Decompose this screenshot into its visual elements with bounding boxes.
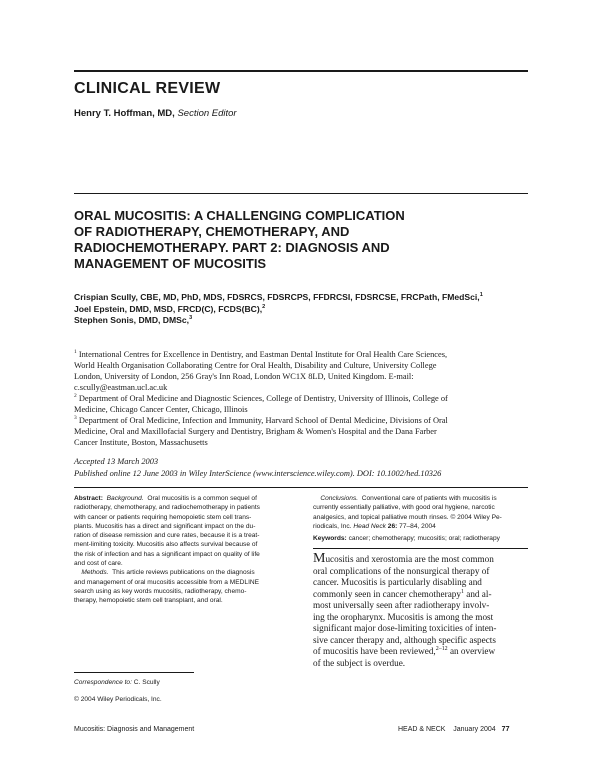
header-rule-top bbox=[74, 70, 528, 72]
reference-marker[interactable]: 2–12 bbox=[435, 646, 448, 653]
body-line-text: commonly seen in cancer chemotherapy bbox=[313, 588, 461, 599]
affil-marker: 3 bbox=[74, 415, 77, 422]
title-line: RADIOCHEMOTHERAPY. PART 2: DIAGNOSIS AND bbox=[74, 240, 390, 255]
abstract-line: search using as key words mucositis, radiotherapy, chemo- bbox=[74, 587, 247, 595]
abstract bbox=[74, 494, 295, 606]
body-line-text: ucositis and xerostomia are the most common bbox=[325, 554, 494, 564]
affiliation-line bbox=[74, 393, 534, 404]
abstract-conclusions bbox=[313, 494, 528, 531]
body-line: ing the oropharynx. Mucositis is among the most bbox=[313, 611, 494, 622]
affiliation-line: Medicine, Oral and Maxillofacial Surgery and Dentistry, Brigham & Women's Hospital and the Dana Farber bbox=[74, 427, 437, 436]
body-text bbox=[313, 553, 528, 669]
affiliation-text: International Centres for Excellence in Dentistry, and Eastman Dental Institute for Oral Health Care Sciences, bbox=[78, 350, 448, 359]
background-label: Background. bbox=[106, 495, 144, 502]
running-footer-title: Mucositis: Diagnosis and Management bbox=[74, 726, 195, 733]
title-line: OF RADIOTHERAPY, CHEMOTHERAPY, AND bbox=[74, 224, 350, 239]
title-line: MANAGEMENT OF MUCOSITIS bbox=[74, 256, 267, 271]
methods-text: This article reviews publications on the diagnosis bbox=[112, 569, 255, 577]
affiliation-line: Cancer Institute, Boston, Massachusetts bbox=[74, 438, 208, 447]
abstract-line: therapy, hemopoietic stem cell transplant, and oral. bbox=[74, 597, 223, 605]
affil-marker: 2 bbox=[74, 393, 77, 400]
citation-journal: Head Neck bbox=[353, 522, 386, 530]
editor-name: Henry T. Hoffman, MD, bbox=[74, 108, 175, 119]
author-name: Stephen Sonis, DMD, DMSc, bbox=[74, 315, 190, 325]
body-line-text: of mucositis have been reviewed, bbox=[313, 646, 436, 657]
author-name: Joel Epstein, DMD, MSD, FRCD(C), FCDS(BC), bbox=[74, 303, 263, 314]
affiliation-line: Medicine, Chicago Cancer Center, Chicago, Illinois bbox=[74, 405, 248, 414]
section-heading: CLINICAL REVIEW bbox=[74, 80, 221, 97]
author-name: Crispian Scully, CBE, MD, PhD, MDS, FDSRCS, FDSRCPS, FFDRCSI, FDSRCSE, FRCPath, FMedSci, bbox=[74, 292, 480, 302]
affiliation-line: London, University of London, 256 Gray's Inn Road, London WC1X 8LD, United Kingdom. E-mail: bbox=[74, 372, 414, 381]
abstract-line: and cost of care. bbox=[74, 560, 123, 568]
abstract-line: plants. Mucositis has a direct and significant impact on the du- bbox=[74, 522, 256, 530]
abstract-line: ration of disease remission and cure rates, because it is a treat- bbox=[74, 532, 260, 540]
body-line: significant major dose-limiting toxicities of inten- bbox=[313, 623, 497, 634]
copyright: © 2004 Wiley Periodicals, Inc. bbox=[74, 696, 162, 703]
abstract-rule-bottom bbox=[313, 548, 528, 549]
abstract-text: Oral mucositis is a common sequel of bbox=[147, 495, 257, 502]
conclusions-text: Conventional care of patients with mucositis is bbox=[361, 495, 497, 502]
keywords bbox=[313, 535, 500, 542]
published-online: Published online 12 June 2003 in Wiley InterScience (www.interscience.wiley.com). DOI: 10.1002/hed.10326 bbox=[74, 468, 442, 478]
author-line bbox=[74, 304, 534, 316]
abstract-label: Abstract: bbox=[74, 495, 103, 502]
methods-label: Methods. bbox=[81, 569, 109, 577]
abstract-line: radiotherapy, chemotherapy, and radiochemotherapy in patients bbox=[74, 504, 260, 512]
correspondence bbox=[74, 679, 160, 686]
affiliation-line bbox=[74, 415, 534, 426]
abstract-line: ment-limiting toxicity. Mucositis also affects survival because of bbox=[74, 541, 258, 549]
affiliation-text: Department of Oral Medicine and Diagnostic Sciences, College of Dentistry, University of Illinois, College of bbox=[78, 394, 448, 403]
body-line: of the subject is overdue. bbox=[313, 657, 406, 668]
footer-date: January 2004 bbox=[453, 726, 496, 733]
conclusions-line bbox=[313, 522, 528, 531]
abstract-line: the risk of infection and has a significant impact on quality of life bbox=[74, 550, 260, 558]
article-title bbox=[74, 208, 514, 272]
publication-info bbox=[74, 456, 441, 479]
affiliation-line: World Health Organisation Collaborating Centre for Oral Health, Disability and Culture, University College bbox=[74, 361, 437, 370]
citation-pages: 77–84, 2004 bbox=[399, 522, 436, 530]
title-line: ORAL MUCOSITIS: A CHALLENGING COMPLICATION bbox=[74, 208, 405, 223]
footer-journal: HEAD & NECK bbox=[398, 726, 446, 733]
abstract-line bbox=[74, 494, 295, 503]
conclusions-line bbox=[313, 494, 528, 503]
keywords-list: cancer; chemotherapy; mucositis; oral; radiotherapy bbox=[348, 535, 500, 542]
running-footer-journal bbox=[398, 726, 509, 733]
body-line-text: and al- bbox=[463, 588, 492, 599]
body-line bbox=[313, 646, 528, 658]
drop-cap: M bbox=[313, 551, 326, 566]
section-editor bbox=[74, 108, 237, 119]
author-affil-marker: 3 bbox=[189, 315, 193, 322]
affiliation-text: Department of Oral Medicine, Infection and Immunity, Harvard School of Dental Medicine, Divisions of Oral bbox=[78, 416, 448, 425]
abstract-line: with cancer or patients requiring hemopoietic stem cell trans- bbox=[74, 513, 252, 521]
author-line bbox=[74, 315, 534, 327]
author-affil-marker: 2 bbox=[262, 303, 266, 310]
conclusions-line: analgesics, and topical palliative mouth rinses. © 2004 Wiley Pe- bbox=[313, 513, 502, 521]
header-rule-bottom bbox=[74, 193, 528, 194]
editor-role: Section Editor bbox=[177, 108, 237, 119]
reference-marker[interactable]: 1 bbox=[460, 588, 464, 595]
affiliations bbox=[74, 349, 534, 448]
body-line: cancer. Mucositis is particularly disabling and bbox=[313, 577, 482, 588]
body-line-text: an overview bbox=[447, 646, 496, 657]
author-affil-marker: 1 bbox=[479, 292, 483, 299]
affil-marker: 1 bbox=[74, 349, 77, 356]
correspondence-name: C. Scully bbox=[133, 679, 160, 686]
abstract-line: and management of oral mucositis accessible from a MEDLINE bbox=[74, 578, 260, 586]
body-line: oral complications of the nonsurgical therapy of bbox=[313, 565, 490, 576]
conclusions-text: riodicals, Inc. bbox=[313, 522, 352, 530]
body-line: most universally seen after radiotherapy involv- bbox=[313, 600, 490, 611]
affiliation-email[interactable]: c.scully@eastman.ucl.ac.uk bbox=[74, 383, 168, 392]
affiliation-line bbox=[74, 349, 534, 360]
body-line: sive cancer therapy and, although specific aspects bbox=[313, 634, 496, 645]
correspondence-label: Correspondence to: bbox=[74, 679, 132, 686]
accepted-date: Accepted 13 March 2003 bbox=[74, 457, 159, 466]
author-list bbox=[74, 292, 534, 327]
abstract-rule-top bbox=[74, 487, 528, 488]
keywords-label: Keywords: bbox=[313, 535, 347, 542]
conclusions-label: Conclusions. bbox=[320, 495, 359, 502]
conclusions-line: currently essentially palliative, with good oral hygiene, narcotic bbox=[313, 504, 495, 512]
citation-volume: 26: bbox=[387, 522, 398, 530]
abstract-line bbox=[74, 568, 295, 577]
body-line bbox=[313, 589, 528, 601]
body-line bbox=[313, 553, 528, 566]
page-number: 77 bbox=[501, 726, 510, 733]
author-line bbox=[74, 292, 534, 304]
footnote-rule bbox=[74, 672, 194, 673]
